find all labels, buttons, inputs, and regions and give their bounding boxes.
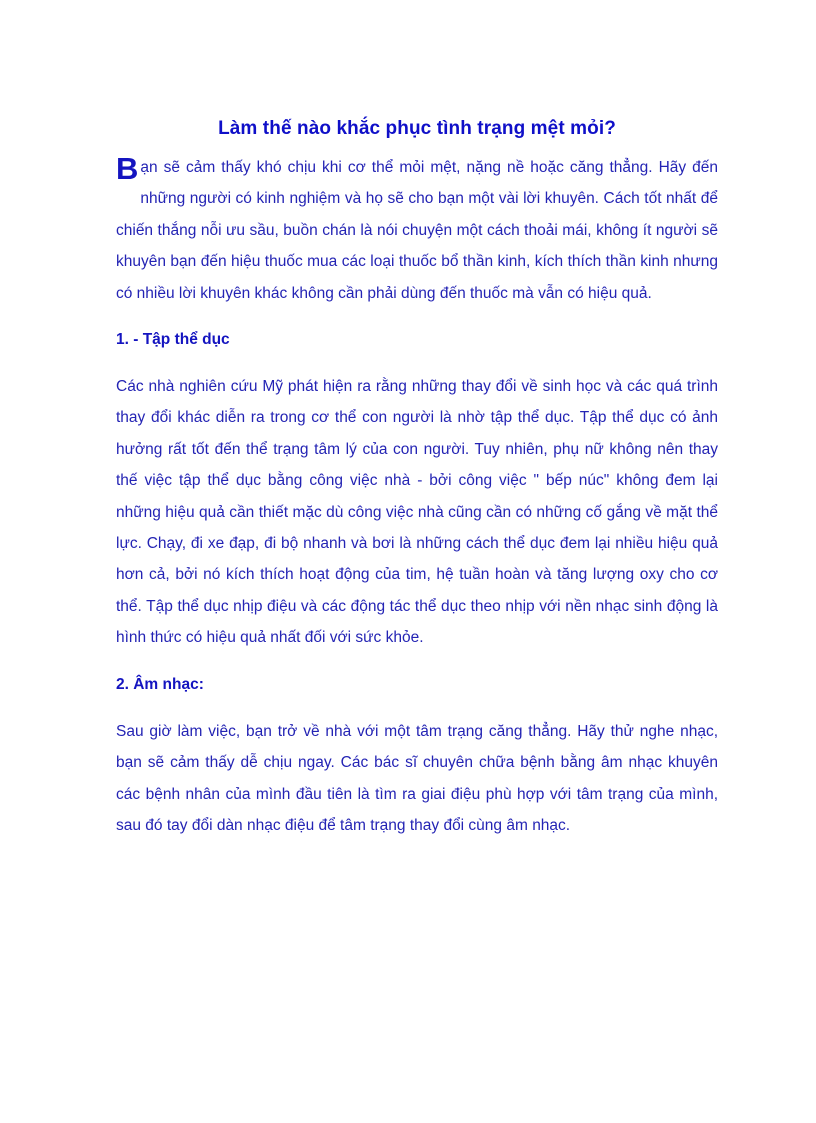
intro-paragraph	[116, 152, 718, 309]
document-body	[116, 118, 718, 841]
intro-dropcap: B	[116, 151, 139, 186]
section-heading-exercise: 1. - Tập thể dục	[116, 331, 230, 349]
section-paragraph-music: Sau giờ làm việc, bạn trở về nhà với một tâm trạng căng thẳng. Hãy thử nghe nhạc, bạn sẽ cảm thấy dễ chịu ngay. Các bác sĩ chuyên chữa bệnh bằng âm nhạc khuyên các bệnh nhân của mình đầu tiên là tìm ra giai điệu phù hợp với tâm trạng của mình, sau đó tay đổi dàn nhạc điệu để tâm trạng thay đổi cùng âm nhạc.	[116, 722, 718, 834]
section-paragraph-exercise: Các nhà nghiên cứu Mỹ phát hiện ra rằng những thay đổi về sinh học và các quá trình thay đổi khác diễn ra trong cơ thể con người là nhờ tập thể dục. Tập thể dục có ảnh hưởng rất tốt đến thể trạng tâm lý của con người. Tuy nhiên, phụ nữ không nên thay thế việc tập thể dục bằng công việc nhà - bởi công việc " bếp núc" không đem lại những hiệu quả cần thiết mặc dù công việc nhà cũng cần có những cố gắng về mặt thể lực. Chạy, đi xe đạp, đi bộ nhanh và bơi là những cách thể dục đem lại nhiều hiệu quả hơn cả, bởi nó kích thích hoạt động của tim, hệ tuần hoàn và tăng lượng oxy cho cơ thể. Tập thể dục nhịp điệu và các động tác thể dục theo nhịp với nền nhạc sinh động là hình thức có hiệu quả nhất đối với sức khỏe.	[116, 378, 718, 647]
document-title: Làm thế nào khắc phục tình trạng mệt mỏi?	[218, 118, 616, 139]
intro-text: ạn sẽ cảm thấy khó chịu khi cơ thể mỏi mệt, nặng nề hoặc căng thẳng. Hãy đến những người có kinh nghiệm và họ sẽ cho bạn một vài lời khuyên. Cách tốt nhất để chiến thắng nỗi ưu sầu, buồn chán là nói chuyện một cách thoải mái, không ít người sẽ khuyên bạn đến hiệu thuốc mua các loại thuốc bổ thần kinh, kích thích thần kinh nhưng có nhiều lời khuyên khác không cần phải dùng đến thuốc mà vẫn có hiệu quả.	[116, 159, 718, 302]
section-heading-music: 2. Âm nhạc:	[116, 675, 204, 693]
